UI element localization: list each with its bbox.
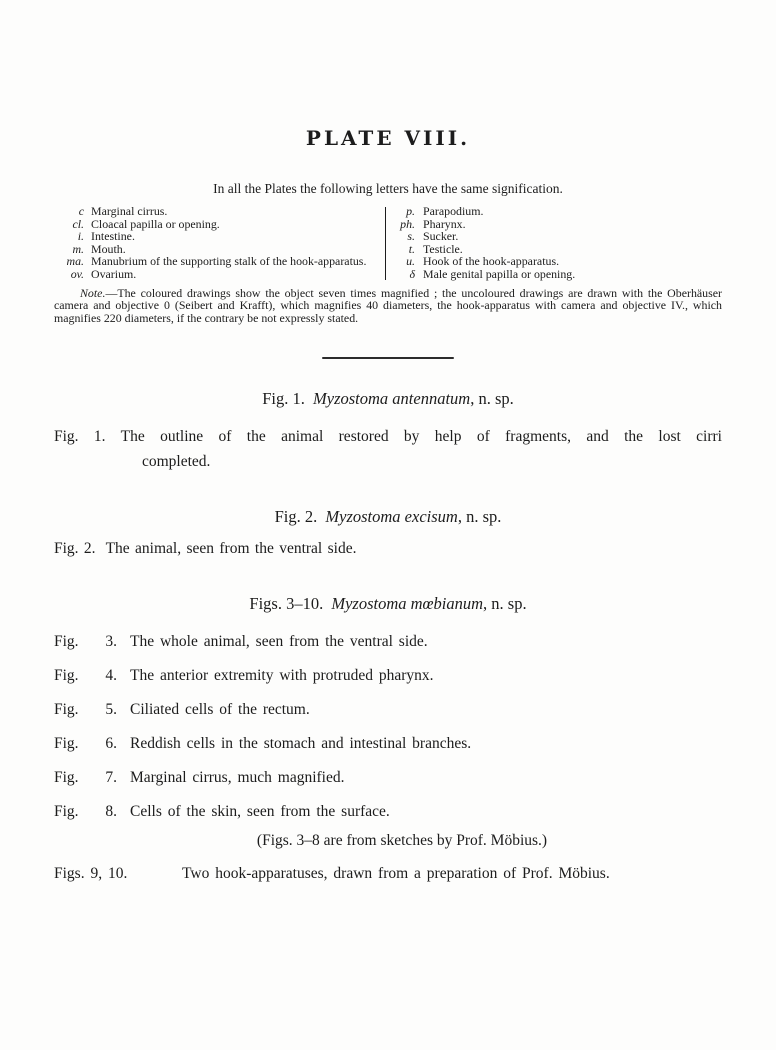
fig-heading-prefix: Fig. 2.	[274, 507, 318, 527]
figure-number: 4.	[105, 667, 117, 685]
figure-text: Ciliated cells of the rectum.	[130, 701, 310, 719]
figure-label: Fig.	[54, 701, 79, 719]
magnification-note	[54, 287, 722, 325]
legend-desc: Ovarium.	[91, 266, 137, 281]
legend-abbr: i.	[77, 229, 84, 244]
legend-left-column	[54, 205, 385, 281]
fig2-description	[54, 540, 722, 558]
legend-item	[54, 205, 385, 218]
species-name: Myzostoma mœbianum	[331, 594, 484, 614]
figure-label: Fig.	[54, 633, 79, 651]
legend-abbr: c	[78, 204, 84, 218]
figure-text: The outline of the animal restored by help of fragments, and the lost cirri	[120, 428, 722, 446]
legend-desc: Male genital papilla or opening.	[423, 266, 576, 281]
figure-label: Fig.	[54, 735, 79, 753]
legend-desc: Sucker.	[423, 229, 459, 244]
fig-heading-suffix: , n. sp.	[457, 507, 502, 527]
legend-desc: Cloacal papilla or opening.	[91, 216, 220, 231]
legend-abbr: u.	[406, 254, 415, 269]
legend-item	[54, 268, 385, 281]
figure-label: Figs. 9, 10.	[54, 865, 128, 883]
figure-text: The whole animal, seen from the ventral side.	[130, 633, 428, 651]
figure-text: Two hook-apparatuses, drawn from a preparation of Prof. Möbius.	[182, 865, 610, 883]
species-name: Myzostoma excisum	[325, 507, 458, 527]
legend-desc: Manubrium of the supporting stalk of the hook-apparatus.	[91, 254, 367, 269]
legend-abbr: p.	[406, 204, 415, 218]
figure-number: 6.	[105, 735, 117, 753]
legend-intro: In all the Plates the following letters have the same signification.	[213, 181, 563, 196]
fig1-heading	[54, 389, 722, 409]
legend-abbr: m.	[72, 241, 84, 256]
figs3-10-heading	[54, 594, 722, 614]
figs-9-10-description	[54, 865, 722, 883]
legend-desc: Parapodium.	[423, 204, 484, 218]
figure-label: Fig.	[54, 803, 79, 821]
fig1-description-continued: completed.	[142, 453, 211, 471]
legend-abbr: ph.	[400, 216, 415, 231]
figure-number: 3.	[105, 633, 117, 651]
fig-heading-prefix: Fig. 1.	[262, 389, 305, 409]
figure-label: Fig. 2.	[54, 540, 96, 558]
figure-text: Marginal cirrus, much magnified.	[130, 769, 345, 787]
fig-heading-prefix: Figs. 3–10.	[249, 594, 324, 614]
fig1-description	[54, 428, 722, 446]
figure-text: The anterior extremity with protruded pharynx.	[130, 667, 434, 685]
section-rule	[322, 357, 454, 359]
figure-list-item	[54, 667, 722, 685]
note-label: Note.	[80, 285, 106, 300]
figure-text: Cells of the skin, seen from the surface.	[130, 803, 390, 821]
legend-right-column	[386, 205, 722, 281]
figure-list-item	[54, 701, 722, 719]
legend-abbr: ov.	[70, 266, 84, 281]
abbreviation-legend	[54, 205, 722, 281]
legend-abbr: ma.	[66, 254, 84, 269]
legend-desc: Intestine.	[91, 229, 135, 244]
legend-abbr: t.	[408, 241, 415, 256]
plate-title: PLATE VIII.	[305, 126, 471, 150]
figs-3-8-source-note: (Figs. 3–8 are from sketches by Prof. Möbius.)	[256, 832, 548, 850]
note-text: —The coloured drawings show the object seven times magnified ; the uncoloured drawings are drawn with the Oberhäuser camera and objective 0 (Seibert and Krafft), which magnifies 40 diameters, the hook-apparatus with camera and objective IV., which magnifies 220 diameters, if the contrary be not expressly stated.	[54, 285, 722, 325]
legend-desc: Pharynx.	[423, 216, 466, 231]
legend-desc: Testicle.	[423, 241, 463, 256]
fig-heading-suffix: , n. sp.	[470, 389, 514, 409]
legend-abbr: s.	[407, 229, 415, 244]
legend-desc: Mouth.	[91, 241, 126, 256]
species-name: Myzostoma antennatum	[313, 389, 471, 409]
figure-list-item	[54, 769, 722, 787]
figure-label: Fig. 1.	[54, 428, 106, 446]
figure-number: 5.	[105, 701, 117, 719]
fig2-heading	[54, 507, 722, 527]
figure-number: 7.	[105, 769, 117, 787]
legend-abbr: cl.	[72, 216, 84, 231]
legend-item	[393, 268, 722, 281]
legend-abbr: δ	[409, 266, 415, 281]
legend-item	[54, 230, 385, 243]
legend-item	[393, 205, 722, 218]
figure-list-item	[54, 633, 722, 651]
legend-desc: Marginal cirrus.	[91, 204, 168, 218]
figure-list-item	[54, 803, 722, 821]
figure-text: The animal, seen from the ventral side.	[105, 540, 357, 558]
figure-text: Reddish cells in the stomach and intestinal branches.	[130, 735, 472, 753]
legend-desc: Hook of the hook-apparatus.	[423, 254, 560, 269]
figure-list-item	[54, 735, 722, 753]
figure-label: Fig.	[54, 769, 79, 787]
legend-item	[393, 230, 722, 243]
figure-label: Fig.	[54, 667, 79, 685]
figure-number: 8.	[105, 803, 117, 821]
fig-heading-suffix: , n. sp.	[483, 594, 527, 614]
